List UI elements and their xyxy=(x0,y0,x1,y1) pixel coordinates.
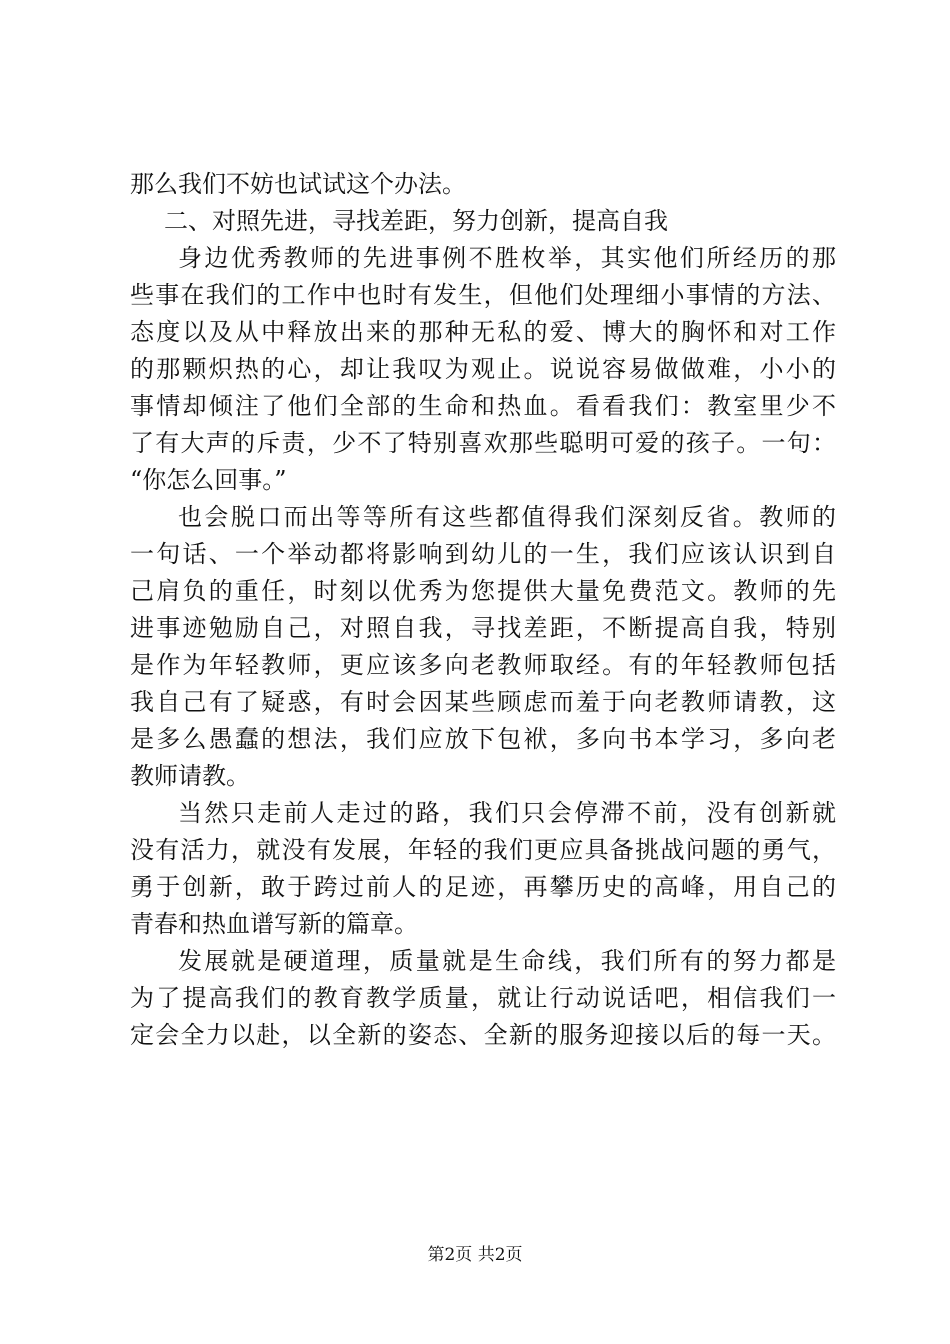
text-line: 的那颗炽热的心，却让我叹为观止。说说容易做做难，小小的 xyxy=(130,355,836,383)
text-line: 态度以及从中释放出来的那种无私的爱、博大的胸怀和对工作 xyxy=(130,318,836,346)
text-line: “你怎么回事。” xyxy=(130,466,287,494)
text-line: 是作为年轻教师，更应该多向老教师取经。有的年轻教师包括 xyxy=(130,651,836,679)
text-line: 为了提高我们的教育教学质量，就让行动说话吧，相信我们一 xyxy=(130,984,836,1012)
text-line: 些事在我们的工作中也时有发生，但他们处理细小事情的方法、 xyxy=(130,281,836,309)
text-line: 是多么愚蠢的想法，我们应放下包袱，多向书本学习，多向老 xyxy=(130,725,836,753)
document-body xyxy=(130,166,836,1054)
text-line: 当然只走前人走过的路，我们只会停滞不前，没有创新就 xyxy=(178,799,836,827)
text-line: 我自己有了疑惑，有时会因某些顾虑而羞于向老教师请教，这 xyxy=(130,688,836,716)
text-line: 教师请教。 xyxy=(130,762,250,790)
text-line: 也会脱口而出等等所有这些都值得我们深刻反省。教师的 xyxy=(178,503,836,531)
section-heading: 二、对照先进，寻找差距，努力创新，提高自我 xyxy=(164,207,668,235)
text-line: 一句话、一个举动都将影响到幼儿的一生，我们应该认识到自 xyxy=(130,540,836,568)
text-line: 没有活力，就没有发展，年轻的我们更应具备挑战问题的勇气， xyxy=(130,836,836,864)
text-line: 定会全力以赴，以全新的姿态、全新的服务迎接以后的每一天。 xyxy=(130,1021,836,1049)
text-line: 身边优秀教师的先进事例不胜枚举，其实他们所经历的那 xyxy=(178,244,836,272)
text-line: 进事迹勉励自己，对照自我，寻找差距，不断提高自我，特别 xyxy=(130,614,836,642)
text-line: 青春和热血谱写新的篇章。 xyxy=(130,910,418,938)
text-line: 了有大声的斥责，少不了特别喜欢那些聪明可爱的孩子。一句： xyxy=(130,429,836,457)
text-line: 己肩负的重任，时刻以优秀为您提供大量免费范文。教师的先 xyxy=(130,577,836,605)
text-line: 事情却倾注了他们全部的生命和热血。看看我们：教室里少不 xyxy=(130,392,836,420)
text-line: 发展就是硬道理，质量就是生命线，我们所有的努力都是 xyxy=(178,947,836,975)
text-line: 那么我们不妨也试试这个办法。 xyxy=(130,170,466,198)
text-line: 勇于创新，敢于跨过前人的足迹，再攀历史的高峰，用自己的 xyxy=(130,873,836,901)
page-footer: 第2页 共2页 xyxy=(427,1245,523,1265)
